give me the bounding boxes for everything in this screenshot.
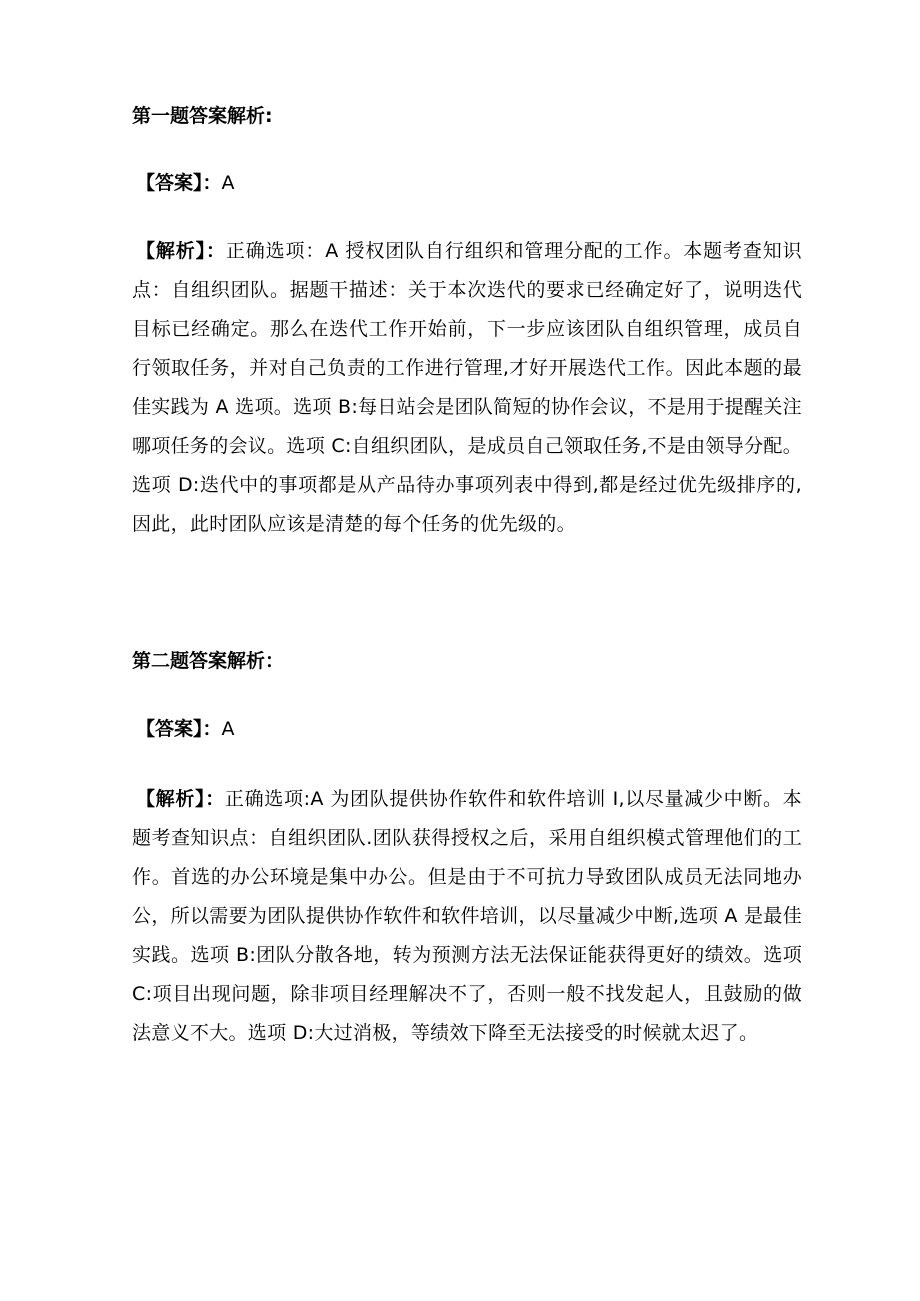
section2-heading: 第二题答案解析： <box>132 650 285 672</box>
section1-heading: 第一题答案解析: <box>132 105 273 127</box>
section1-answer-value: A <box>221 172 235 194</box>
section1-answer <box>132 170 806 196</box>
section1-answer-label: 【答案】： <box>136 172 222 194</box>
section2-answer-label: 【答案】： <box>136 718 222 740</box>
section2-analysis-label: 【解析】： <box>136 788 225 810</box>
section1-analysis-label: 【解析】： <box>136 240 226 262</box>
section1-analysis <box>132 232 802 544</box>
section2-analysis <box>132 780 802 1053</box>
section2-answer <box>132 716 806 742</box>
section2-answer-value: A <box>221 718 235 740</box>
section2-analysis-text: 正确选项:A 为团队提供协作软件和软件培训 I,以尽量减少中断。本题考查知识点：自组织团队.团队获得授权之后，采用自组织模式管理他们的工作。首选的办公环境是集中办公。但是由于不可抗力导致团队成员无法同地办公，所以需要为团队提供协作软件和软件培训，以尽量减少中断,选项 A 是最佳实践。选项 B:团队分散各地，转为预测方法无法保证能获得更好的绩效。选项 C:项目出现问题，除非项目经理解决不了，否则一般不找发起人，且鼓励的做法意义不大。选项 D:大过消极，等绩效下降至无法接受的时候就太迟了。 <box>132 788 802 1044</box>
section1-analysis-text: 正确选项：A 授权团队自行组织和管理分配的工作。本题考查知识点：自组织团队。据题干描述：关于本次迭代的要求已经确定好了，说明迭代目标已经确定。那么在迭代工作开始前，下一步应该团队自组织管理，成员自行领取任务，并对自己负责的工作进行管理,才好开展迭代工作。因此本题的最佳实践为 A 选项。选项 B:每日站会是团队简短的协作会议，不是用于提醒关注哪项任务的会议。选项 C:自组织团队，是成员自己领取任务,不是由领导分配。选项 D:迭代中的事项都是从产品待办事项列表中得到,都是经过优先级排序的,因此，此时团队应该是清楚的每个任务的优先级的。 <box>132 240 802 535</box>
